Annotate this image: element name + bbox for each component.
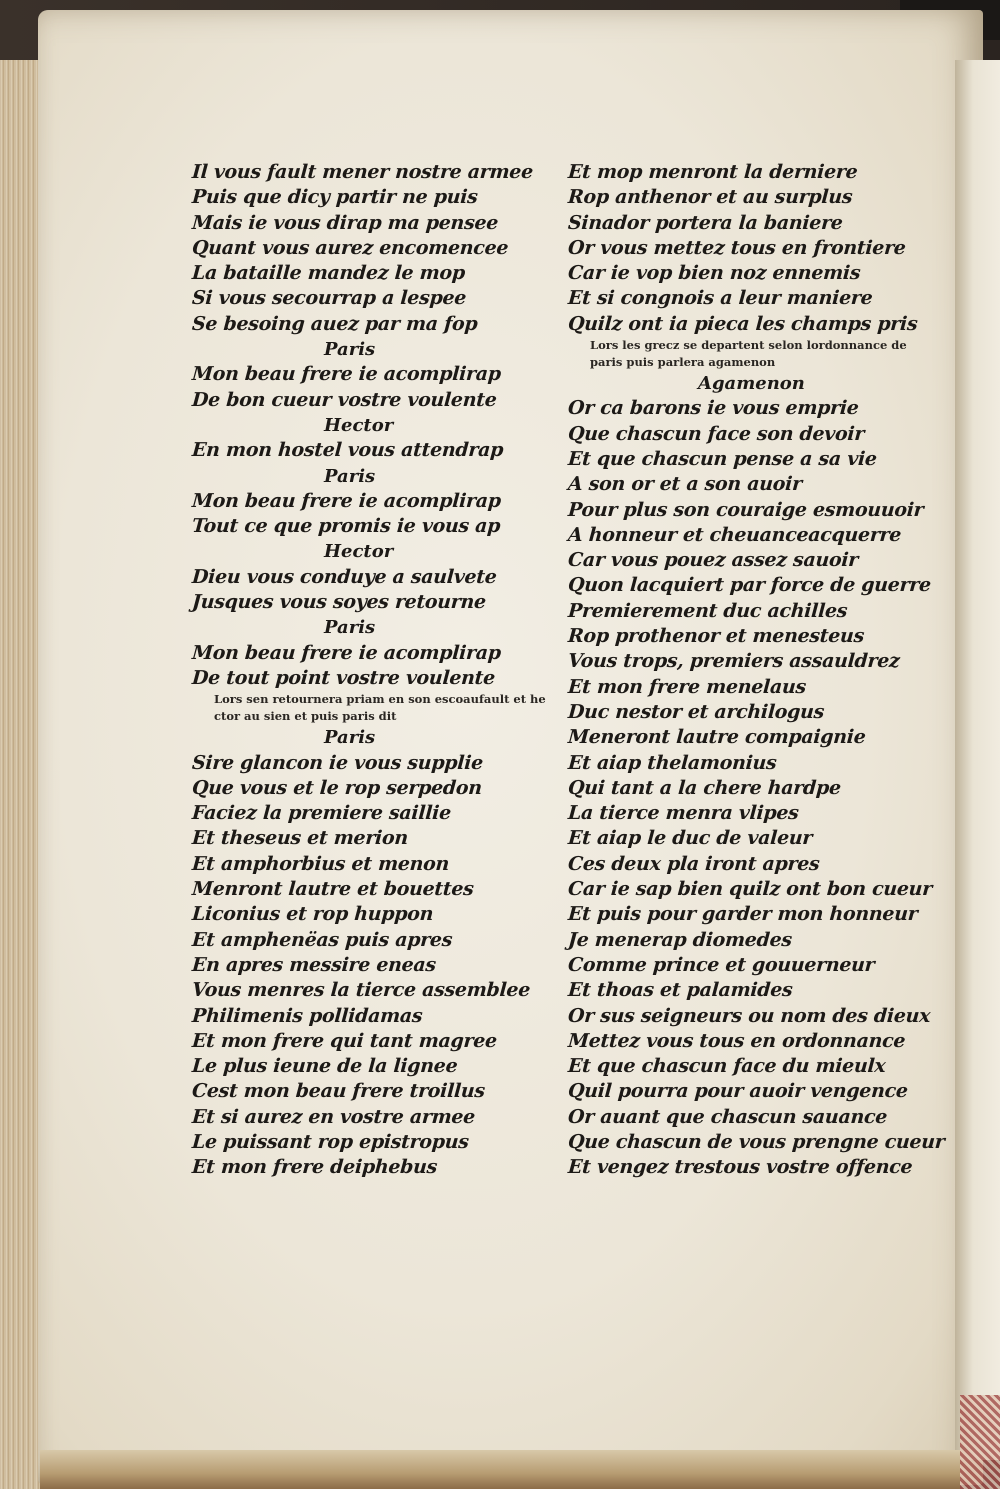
verse-line: Et thoas et palamides — [567, 979, 794, 1002]
verse-line: Duc nestor et archilogus — [567, 700, 825, 723]
verse-line: A honneur et cheuanceacquerre — [567, 523, 902, 546]
verse-line: Que vous et le rop serpedon — [191, 776, 483, 799]
speaker-heading: Hector — [324, 414, 394, 436]
facing-page-gutter — [955, 60, 1000, 1460]
verse-line: Car vous pouez assez sauoir — [567, 549, 859, 572]
verse-line: Premierement duc achilles — [567, 599, 849, 622]
verse-line: Quon lacquiert par force de guerre — [567, 574, 932, 597]
stage-direction — [192, 691, 552, 725]
verse-line: Philimenis pollidamas — [191, 1004, 424, 1027]
verse-line: Et mon frere qui tant magree — [191, 1029, 498, 1052]
verse-line: Rop prothenor et menesteus — [567, 625, 865, 648]
verse-line: Quil pourra pour auoir vengence — [567, 1080, 909, 1103]
verse-line: Liconius et rop huppon — [191, 903, 434, 926]
verse-line: Et mon frere menelaus — [567, 675, 807, 698]
verse-line: A son or et a son auoir — [567, 473, 803, 496]
verse-line: Car ie vop bien noz ennemis — [567, 262, 862, 285]
verse-line: Faciez la premiere saillie — [191, 802, 452, 825]
speaker-heading: Paris — [324, 339, 376, 361]
verse-line: Or vous mettez tous en frontiere — [567, 236, 907, 259]
verse-line: Quilz ont ia pieca les champs pris — [567, 312, 919, 335]
verse-line: Et puis pour garder mon honneur — [567, 903, 919, 926]
verse-line: Et aiap thelamonius — [567, 751, 778, 774]
page-bottom-edge — [40, 1450, 960, 1489]
verse-line: Et amphenëas puis apres — [191, 928, 453, 951]
verse-line: Sinador portera la baniere — [567, 211, 844, 234]
verse-line: Que chascun de vous prengne cueur — [567, 1130, 946, 1153]
verse-line: Or sus seigneurs ou nom des dieux — [567, 1004, 931, 1027]
book-block-edge — [0, 60, 43, 1489]
verse-line: Or auant que chascun sauance — [567, 1105, 888, 1128]
speaker-heading: Paris — [324, 465, 376, 487]
verse-line: Jusques vous soyes retourne — [191, 591, 487, 614]
stage-direction-line: ctor au sien et puis paris dit — [214, 709, 397, 724]
verse-line: Cest mon beau frere troillus — [191, 1080, 486, 1103]
verse-line: Et theseus et merion — [191, 827, 409, 850]
verse-line: Or ca barons ie vous emprie — [567, 397, 860, 420]
verse-line: Et si aurez en vostre armee — [191, 1105, 476, 1128]
verse-line: Qui tant a la chere hardpe — [567, 776, 842, 799]
verse-line: La bataille mandez le mop — [191, 262, 466, 285]
verse-line: Se besoing auez par ma fop — [191, 312, 479, 335]
verse-line: Mon beau frere ie acomplirap — [191, 363, 502, 386]
verse-line: Et que chascun pense a sa vie — [567, 447, 878, 470]
verse-line: De tout point vostre voulente — [191, 666, 496, 689]
verse-line: Mettez vous tous en ordonnance — [567, 1029, 906, 1052]
verse-line: Meneront lautre compaignie — [567, 726, 867, 749]
verse-line: Comme prince et gouuerneur — [567, 953, 876, 976]
stage-direction — [568, 337, 948, 371]
verse-line: En mon hostel vous attendrap — [191, 439, 504, 462]
verse-line: La tierce menra vlipes — [567, 802, 800, 825]
verse-line: Et aiap le duc de valeur — [567, 827, 813, 850]
verse-line: Et que chascun face du mieulx — [567, 1055, 887, 1078]
verse-line: Pour plus son couraige esmouuoir — [567, 498, 925, 521]
speaker-heading: Agamenon — [698, 373, 805, 395]
verse-line: Et vengez trestous vostre offence — [567, 1156, 914, 1179]
verse-line: Le plus ieune de la lignee — [191, 1055, 459, 1078]
speaker-heading: Paris — [324, 727, 376, 749]
verse-line: Le puissant rop epistropus — [191, 1130, 470, 1153]
verse-line: Je menerap diomedes — [567, 928, 793, 951]
verse-line: Rop anthenor et au surplus — [567, 186, 854, 209]
stage-direction-line: paris puis parlera agamenon — [590, 355, 776, 370]
verse-line: Et amphorbius et menon — [191, 852, 450, 875]
verse-line: Menront lautre et bouettes — [191, 878, 475, 901]
verse-line: Car ie sap bien quilz ont bon cueur — [567, 878, 933, 901]
verse-line: Quant vous aurez encomencee — [191, 236, 509, 259]
bookmark-ribbon — [960, 1395, 1000, 1489]
stage-direction-line: Lors sen retournera priam en son escoaufault et he — [214, 692, 546, 707]
verse-line: Dieu vous conduye a saulvete — [191, 565, 498, 588]
speaker-heading: Hector — [324, 541, 394, 563]
verse-line: Mon beau frere ie acomplirap — [191, 489, 502, 512]
verse-line: Mais ie vous dirap ma pensee — [191, 211, 499, 234]
verse-line: Vous trops, premiers assauldrez — [567, 650, 901, 673]
verse-line: Il vous fault mener nostre armee — [191, 161, 534, 183]
verse-line: Ces deux pla iront apres — [567, 852, 821, 875]
verse-line: Vous menres la tierce assemblee — [191, 979, 531, 1002]
left-text-column — [192, 160, 552, 1181]
verse-line: Et mon frere deiphebus — [191, 1156, 438, 1179]
verse-line: En apres messire eneas — [191, 953, 437, 976]
verse-line: Sire glancon ie vous supplie — [191, 751, 484, 774]
verse-line: Mon beau frere ie acomplirap — [191, 641, 502, 664]
verse-line: Que chascun face son devoir — [567, 422, 865, 445]
stage-direction-line: Lors les grecz se departent selon lordonnance de — [590, 338, 907, 353]
verse-line: Et mop menront la derniere — [567, 161, 859, 183]
verse-line: Puis que dicy partir ne puis — [191, 186, 479, 209]
right-text-column — [568, 160, 948, 1181]
verse-line: De bon cueur vostre voulente — [191, 388, 498, 411]
verse-line: Si vous secourrap a lespee — [191, 287, 467, 310]
speaker-heading: Paris — [324, 617, 376, 639]
verse-line: Tout ce que promis ie vous ap — [191, 515, 501, 538]
verse-line: Et si congnois a leur maniere — [567, 287, 874, 310]
